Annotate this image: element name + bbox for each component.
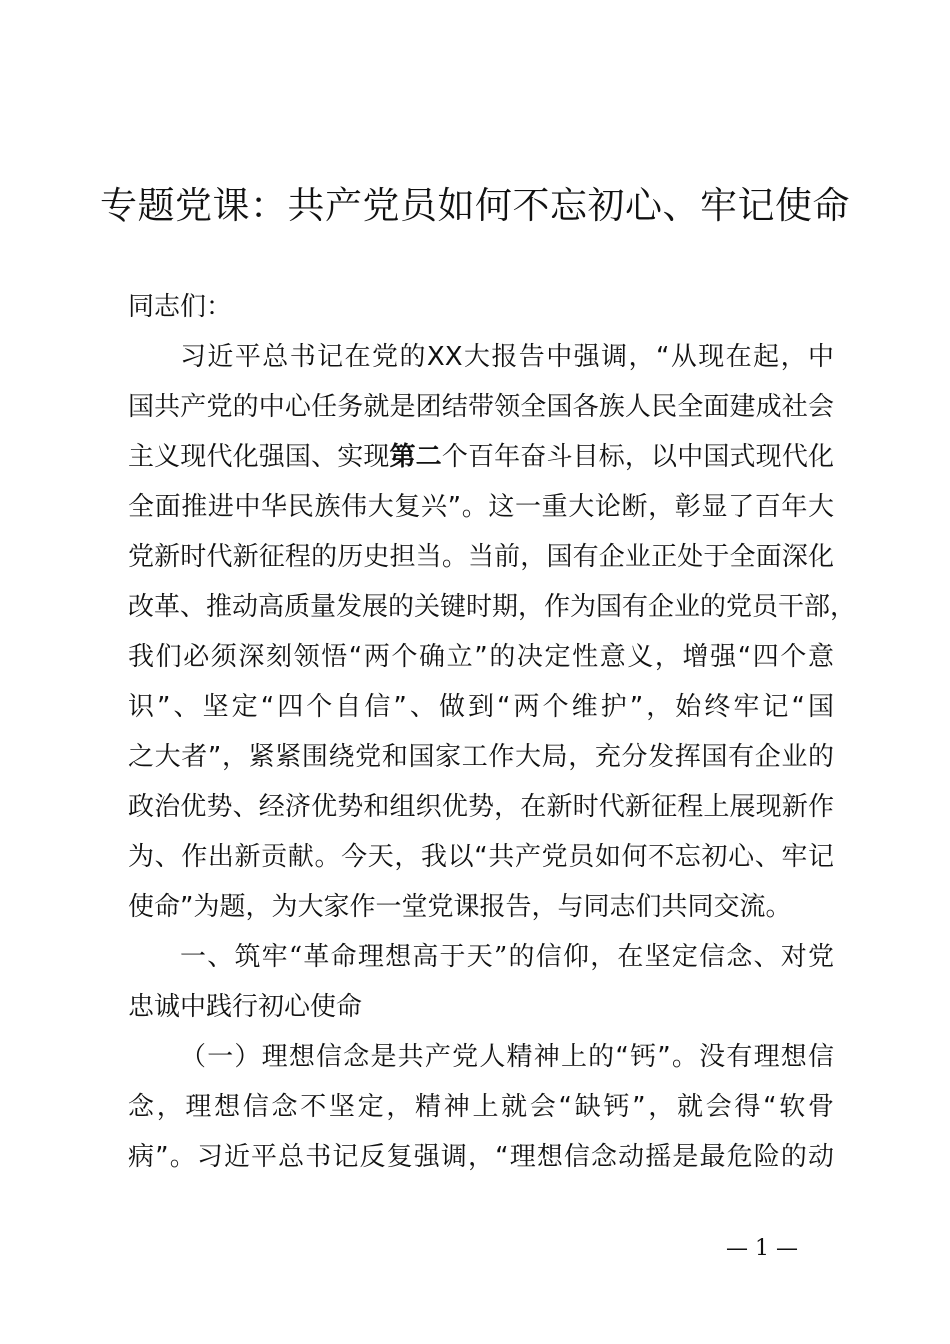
paragraph-line: 为、作出新贡献。今天，我以“共产党员如何不忘初心、牢记 [128,842,834,872]
paragraph-line: 习近平总书记在党的XX大报告中强调，“从现在起，中 [180,342,834,372]
paragraph-line: 我们必须深刻领悟“两个确立”的决定性意义，增强“四个意 [128,642,834,672]
heading-line: 忠诚中践行初心使命 [128,992,363,1022]
paragraph-intro [128,332,857,932]
paragraph-line: （一）理想信念是共产党人精神上的“钙”。没有理想信 [180,1042,834,1072]
paragraph-line-mixed [128,432,834,482]
salutation: 同志们： [128,292,233,322]
paragraph-line: 病”。习近平总书记反复强调，“理想信念动摇是最危险的动 [128,1142,834,1172]
bold-text: 第二 [389,442,442,472]
text-segment: 个百年奋斗目标，以中国式现代化 [441,442,834,472]
paragraph-line: 之大者”，紧紧围绕党和国家工作大局，充分发挥国有企业的 [128,742,834,772]
page-number: — 1 — [726,1236,798,1261]
paragraph-line: 国共产党的中心任务就是团结带领全国各族人民全面建成社会 [128,392,834,422]
text-segment: 主义现代化强国、实现 [128,442,390,472]
section-heading-1 [128,932,834,1032]
paragraph-line: 使命”为题，为大家作一堂党课报告，与同志们共同交流。 [128,892,792,922]
document-title: 专题党课：共产党员如何不忘初心、牢记使命 [100,184,850,227]
paragraph-line: 识”、坚定“四个自信”、做到“两个维护”，始终牢记“国 [128,692,834,722]
paragraph-ideals [128,1032,834,1182]
paragraph-line: 改革、推动高质量发展的关键时期，作为国有企业的党员干部， [128,592,857,622]
heading-line: 一、筑牢“革命理想高于天”的信仰，在坚定信念、对党 [180,942,834,972]
paragraph-line: 党新时代新征程的历史担当。当前，国有企业正处于全面深化 [128,542,834,572]
paragraph-line: 政治优势、经济优势和组织优势，在新时代新征程上展现新作 [128,792,834,822]
paragraph-line: 念，理想信念不坚定，精神上就会“缺钙”，就会得“软骨 [128,1092,834,1122]
paragraph-line: 全面推进中华民族伟大复兴”。这一重大论断，彰显了百年大 [128,492,834,522]
